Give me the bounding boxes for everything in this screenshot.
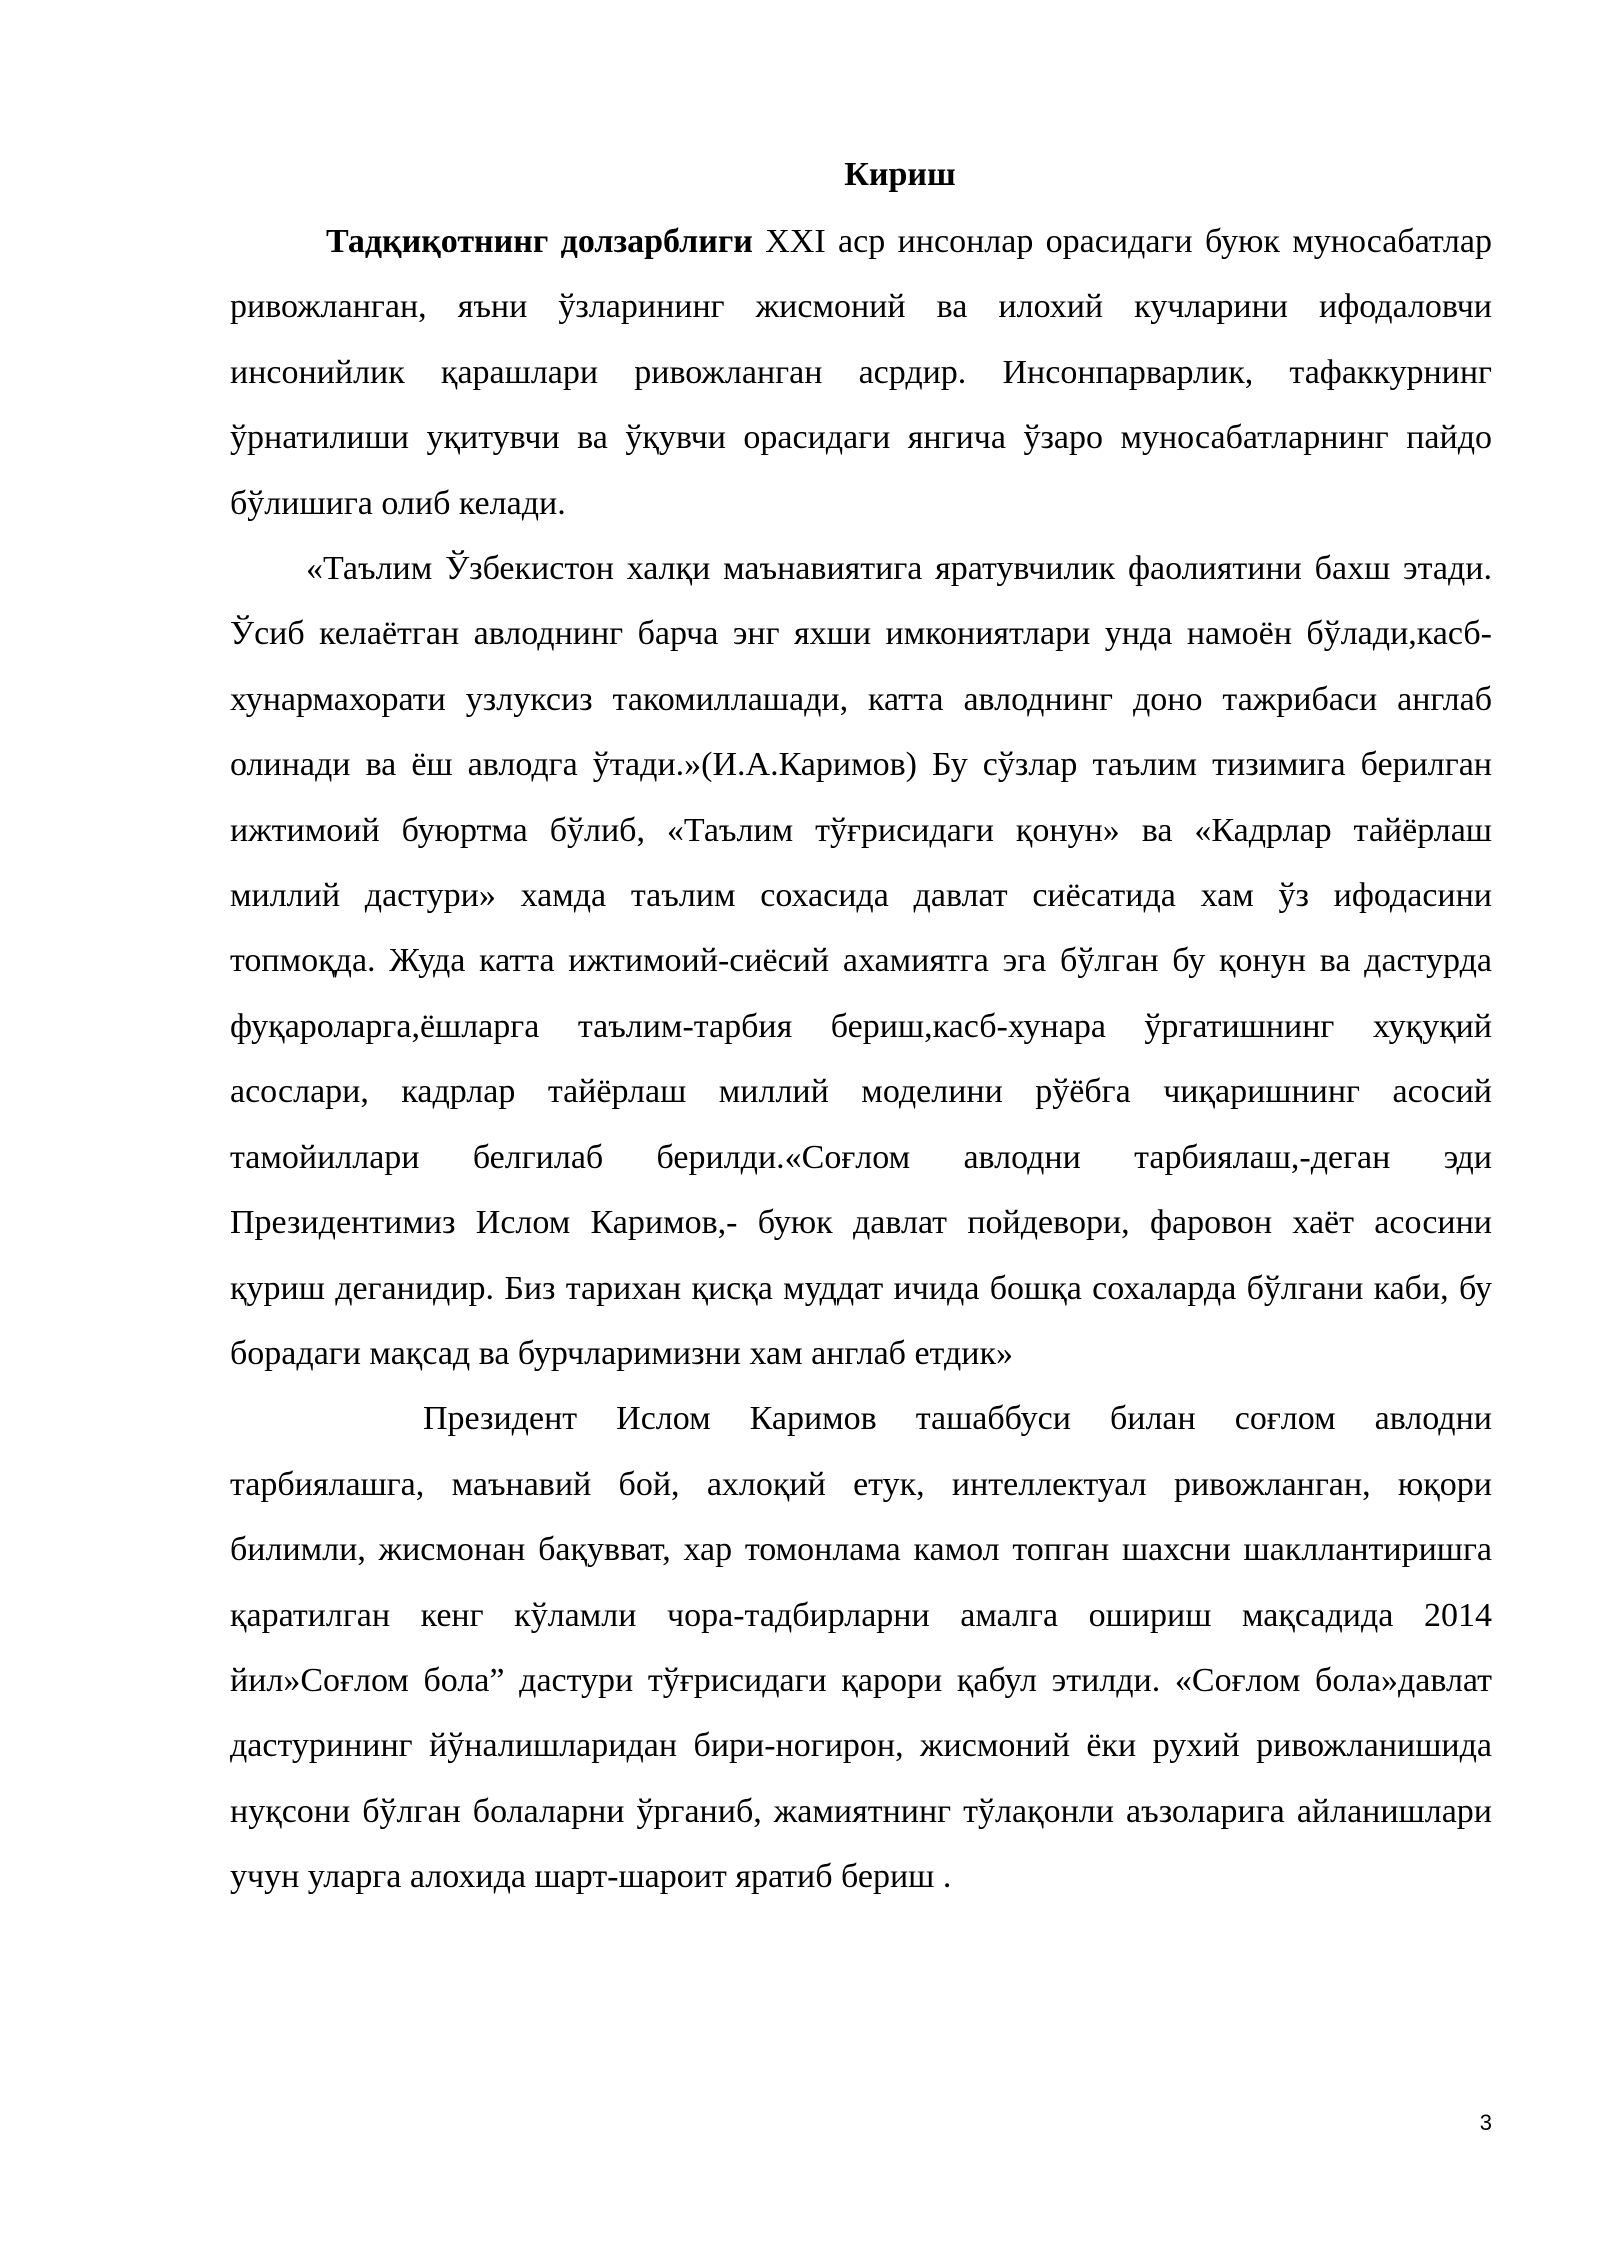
page-number: 3 — [1479, 2110, 1492, 2135]
section-title: Кириш — [844, 156, 956, 193]
body-text — [230, 209, 1492, 1910]
paragraph-text: XXI аср инсонлар орасидаги буюк муносабатлар ривожланган, яъни ўзларининг жисмоний ва илохий кучларини ифодаловчи инсонийлик қарашлари ривожланган асрдир. Инсонпарварлик, тафаккурнинг ўрнатилиши уқитувчи ва ўқувчи орасидаги янгича ўзаро муносабатларнинг пайдо бўлишига олиб келади. — [230, 223, 1492, 522]
paragraph-lead-bold: Тадқиқотнинг долзарблиги — [326, 223, 753, 260]
paragraph-program: Президент Ислом Каримов ташаббуси билан соғлом авлодни тарбиялашга, маънавий бой, ахлоқий етук, интеллектуал ривожланган, юқори билимли, жисмонан бақувват, хар томонлама камол топган шахсни шакллантиришга қаратилган кенг кўламли чора-тадбирларни амалга ошириш мақсадида 2014 йил»Соғлом бола” дастури тўғрисидаги қарори қабул этилди. «Соғлом бола»давлат дастурининг йўналишларидан бири-ногирон, жисмоний ёки рухий ривожланишида нуқсони бўлган болаларни ўрганиб, жамиятнинг тўлақонли аъзоларига айланишлари учун уларга алохида шарт-шароит яратиб бериш . — [230, 1400, 1492, 1896]
paragraph-quote: «Таълим Ўзбекистон халқи маънавиятига яратувчилик фаолиятини бахш этади. Ўсиб келаётган авлоднинг барча энг яхши имкониятлари унда намоён бўлади,касб-хунармахорати узлуксиз такомиллашади, катта авлоднинг доно тажрибаси англаб олинади ва ёш авлодга ўтади.»(И.А.Каримов) Бу сўзлар таълим тизимига берилган ижтимоий буюртма бўлиб, «Таълим тўғрисидаги қонун» ва «Кадрлар тайёрлаш миллий дастури» хамда таълим сохасида давлат сиёсатида хам ўз ифодасини топмоқда. Жуда катта ижтимоий-сиёсий ахамиятга эга бўлган бу қонун ва дастурда фуқароларга,ёшларга таълим-тарбия бериш,касб-хунара ўргатишнинг хуқуқий асослари, кадрлар тайёрлаш миллий моделини рўёбга чиқаришнинг асосий тамойиллари белгилаб берилди.«Соғлом авлодни тарбиялаш,-деган эди Президентимиз Ислом Каримов,- буюк давлат пойдевори, фаровон хаёт асосини қуриш деганидир. Биз тарихан қисқа муддат ичида бошқа сохаларда бўлгани каби, бу борадаги мақсад ва бурчларимизни хам англаб етдик» — [230, 550, 1492, 1372]
paragraph-relevance — [230, 209, 1492, 536]
